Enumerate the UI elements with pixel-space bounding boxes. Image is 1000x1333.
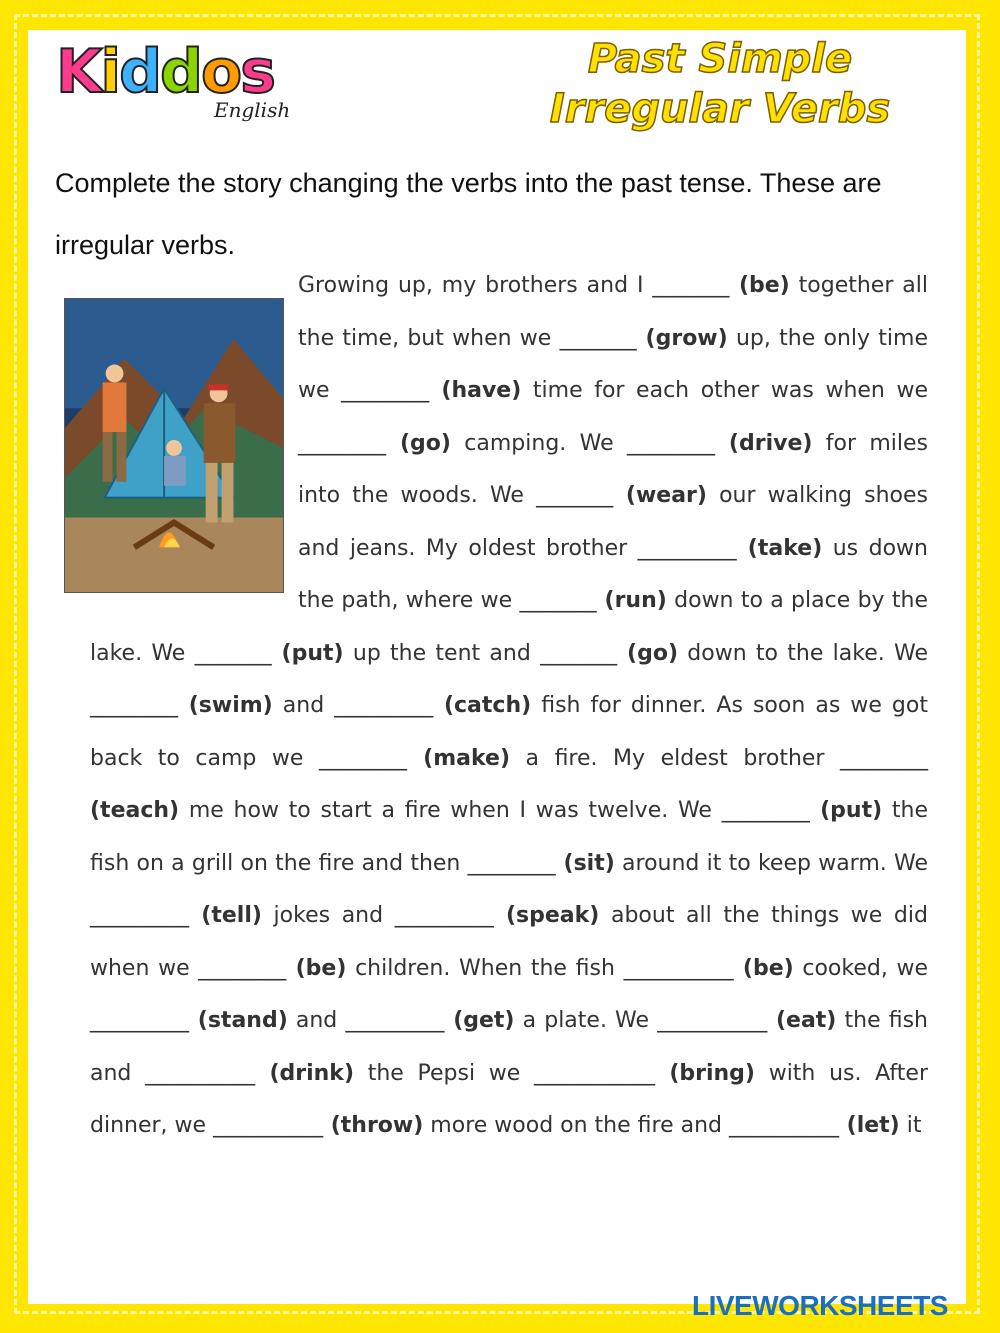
- answer-blank[interactable]: _________: [345, 1008, 445, 1033]
- answer-blank[interactable]: _________: [334, 693, 434, 718]
- title-line-2: Irregular Verbs: [549, 86, 891, 132]
- verb-hint: (sit): [555, 850, 615, 876]
- answer-blank[interactable]: _________: [637, 535, 737, 561]
- story-text-segment: children. When the fish: [346, 955, 624, 981]
- story-text-segment: and: [287, 1008, 346, 1033]
- story-text-segment: more wood on the fire and: [423, 1113, 729, 1138]
- liveworksheets-watermark: LIVEWORKSHEETS: [692, 1290, 948, 1321]
- verb-hint: (be): [729, 273, 790, 298]
- verb-hint: (wear): [613, 483, 707, 508]
- verb-hint: (bring): [654, 1060, 755, 1086]
- verb-hint: (get): [444, 1008, 515, 1033]
- answer-blank[interactable]: _______: [559, 325, 637, 351]
- story-text-segment: time for each other was when we: [521, 378, 929, 403]
- verb-hint: (teach): [90, 798, 180, 823]
- answer-blank[interactable]: ________: [90, 693, 178, 718]
- logo-word: Kiddos: [56, 37, 274, 107]
- story-text-segment: together all the time, but when we: [298, 273, 928, 351]
- answer-blank[interactable]: _______: [519, 588, 597, 613]
- answer-blank[interactable]: _______: [652, 273, 730, 298]
- verb-hint: (put): [271, 640, 344, 666]
- story-text-segment: with us. After dinner, we: [90, 1060, 928, 1138]
- answer-blank[interactable]: __________: [213, 1113, 324, 1138]
- verb-hint: (drive): [714, 430, 813, 456]
- answer-blank[interactable]: ________: [626, 430, 715, 456]
- verb-hint: (have): [429, 378, 522, 403]
- story-text-segment: fish for dinner. As soon as we got back to camp we: [90, 693, 928, 771]
- story-text-segment: for miles into the woods. We: [298, 430, 929, 508]
- story-text-segment: up the tent and: [343, 640, 541, 666]
- answer-blank[interactable]: __________: [657, 1008, 768, 1033]
- story-text-segment: the fish and: [90, 1008, 928, 1086]
- verb-hint: (speak): [493, 903, 600, 928]
- story-text-segment: a plate. We: [514, 1008, 658, 1033]
- answer-blank[interactable]: _______: [536, 483, 614, 508]
- story-text-segment: me how to start a fire when I was twelve. We: [179, 798, 722, 823]
- story-text-segment: and: [272, 693, 335, 718]
- answer-blank[interactable]: ________: [467, 850, 556, 876]
- answer-blank[interactable]: ________: [721, 798, 810, 823]
- verb-hint: (be): [286, 955, 347, 981]
- verb-hint: (tell): [189, 903, 262, 928]
- verb-hint: (eat): [767, 1008, 837, 1033]
- verb-hint: (go): [617, 640, 679, 666]
- verb-hint: (swim): [178, 693, 273, 718]
- answer-blank[interactable]: _________: [90, 1008, 189, 1033]
- verb-hint: (grow): [636, 325, 728, 351]
- answer-blank[interactable]: __________: [145, 1060, 256, 1086]
- kiddos-logo: [56, 37, 296, 126]
- story-text-segment: Growing up, my brothers and I: [298, 273, 653, 298]
- verb-hint: (catch): [433, 693, 532, 718]
- answer-blank[interactable]: ________: [298, 430, 386, 456]
- story-text-segment: jokes and: [261, 903, 395, 928]
- verb-hint: (let): [838, 1113, 900, 1138]
- story-text-segment: cooked, we: [793, 955, 929, 981]
- worksheet-title: [520, 34, 920, 134]
- story-text-segment: our walking shoes and jeans. My oldest brother: [298, 483, 928, 561]
- answer-blank[interactable]: ________: [840, 745, 929, 771]
- verb-hint: (put): [809, 798, 883, 823]
- verb-hint: (go): [386, 430, 451, 456]
- verb-hint: (stand): [189, 1008, 288, 1033]
- answer-blank[interactable]: __________: [728, 1113, 839, 1138]
- answer-blank[interactable]: _______: [194, 640, 272, 666]
- story-text: [90, 260, 928, 1153]
- answer-blank[interactable]: ___________: [533, 1060, 655, 1086]
- story-text-segment: down to a place by the lake. We: [90, 588, 928, 666]
- answer-blank[interactable]: ________: [318, 745, 407, 771]
- camping-illustration: [64, 298, 284, 593]
- answer-blank[interactable]: _________: [394, 903, 494, 928]
- story-text-segment: a fire. My eldest brother: [510, 745, 841, 771]
- story-text-segment: around it to keep warm. We: [614, 850, 928, 876]
- story-text-segment: down to the lake. We: [678, 640, 928, 666]
- story-text-segment: up, the only time we: [298, 325, 928, 403]
- answer-blank[interactable]: __________: [623, 955, 734, 981]
- verb-hint: (run): [596, 588, 667, 613]
- story-text-segment: camping. We: [450, 430, 627, 456]
- verb-hint: (be): [733, 955, 794, 981]
- answer-blank[interactable]: ________: [198, 955, 287, 981]
- story-text-segment: it: [899, 1113, 922, 1138]
- instructions: Complete the story changing the verbs into the past tense. These are irregular verbs.: [55, 168, 882, 260]
- answer-blank[interactable]: ________: [341, 378, 430, 403]
- answer-blank[interactable]: _________: [90, 903, 189, 928]
- story-text-segment: about all the things we did when we: [90, 903, 928, 981]
- verb-hint: (take): [736, 535, 823, 561]
- answer-blank[interactable]: _______: [540, 640, 618, 666]
- title-line-1: Past Simple: [587, 36, 853, 82]
- story-text-segment: us down the path, where we: [298, 535, 928, 613]
- story-text-segment: the Pepsi we: [354, 1060, 534, 1086]
- verb-hint: (drink): [255, 1060, 354, 1086]
- verb-hint: (make): [406, 745, 511, 771]
- logo-subtitle: English: [214, 98, 291, 122]
- story-text-segment: the fish on a grill on the fire and then: [90, 798, 928, 876]
- verb-hint: (throw): [323, 1113, 424, 1138]
